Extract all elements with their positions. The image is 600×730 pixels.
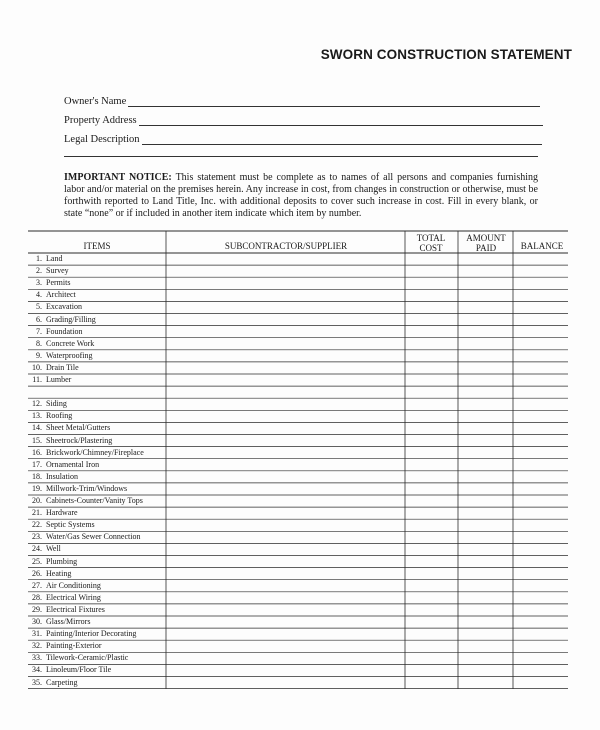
- table-row[interactable]: [28, 398, 67, 410]
- item-number: 24.: [32, 544, 42, 554]
- table-row[interactable]: [28, 265, 69, 277]
- item-label: Roofing: [46, 411, 73, 421]
- table-row[interactable]: [28, 435, 112, 447]
- item-number: 16.: [32, 447, 42, 457]
- table-row[interactable]: [28, 580, 101, 592]
- item-label: Air Conditioning: [46, 580, 101, 590]
- table-row[interactable]: [28, 568, 71, 580]
- table-row[interactable]: [28, 386, 46, 398]
- item-number: 18.: [32, 471, 42, 481]
- item-label: Linoleum/Floor Tile: [46, 665, 112, 675]
- item-label: Drain Tile: [46, 362, 79, 372]
- item-label: Architect: [46, 290, 76, 300]
- item-label: Painting/Interior Decorating: [46, 629, 137, 639]
- item-label: Survey: [46, 266, 69, 276]
- item-label: Electrical Fixtures: [46, 604, 105, 614]
- table-row[interactable]: [28, 447, 144, 459]
- table-row[interactable]: [28, 253, 62, 265]
- item-number: 9.: [36, 350, 42, 360]
- item-label: Sheetrock/Plastering: [46, 435, 113, 445]
- item-label: Water/Gas Sewer Connection: [46, 532, 141, 542]
- item-number: 19.: [32, 483, 42, 493]
- item-number: 35.: [32, 677, 42, 687]
- item-label: Foundation: [46, 326, 83, 336]
- table-row[interactable]: [28, 640, 102, 652]
- table-row[interactable]: [28, 652, 128, 664]
- item-number: 17.: [32, 459, 42, 469]
- table-row[interactable]: [28, 677, 78, 689]
- legal-description-label: Legal Description: [64, 134, 140, 145]
- item-label: Well: [46, 544, 61, 554]
- item-number: 12.: [32, 399, 42, 409]
- item-number: 21.: [32, 508, 42, 518]
- table-row[interactable]: [28, 326, 82, 338]
- table-row[interactable]: [28, 362, 79, 374]
- table-row[interactable]: [28, 628, 136, 640]
- item-number: 8.: [36, 338, 42, 348]
- item-number: 4.: [36, 290, 42, 300]
- item-number: 29.: [32, 604, 42, 614]
- table-row[interactable]: [28, 314, 96, 326]
- item-number: 3.: [36, 278, 42, 288]
- header-balance: BALANCE: [520, 241, 564, 251]
- table-row[interactable]: [28, 483, 127, 495]
- item-number: 23.: [32, 532, 42, 542]
- item-number: 22.: [32, 520, 42, 530]
- item-number: 28.: [32, 592, 42, 602]
- header-subcontractor: SUBCONTRACTOR/SUPPLIER: [224, 241, 348, 251]
- header-total-cost: TOTAL COST: [416, 233, 446, 253]
- item-label: Excavation: [46, 302, 82, 312]
- item-label: Permits: [46, 278, 71, 288]
- table-row[interactable]: [28, 471, 78, 483]
- table-row[interactable]: [28, 592, 101, 604]
- table-row[interactable]: [28, 277, 70, 289]
- table-row[interactable]: [28, 616, 90, 628]
- property-address-label: Property Address: [64, 115, 137, 126]
- table-row[interactable]: [28, 289, 76, 301]
- table-row[interactable]: [28, 422, 110, 434]
- item-number: 30.: [32, 617, 42, 626]
- table-row[interactable]: [28, 531, 140, 543]
- item-number: 10.: [32, 362, 42, 372]
- item-label: Glass/Mirrors: [46, 617, 91, 626]
- table-row[interactable]: [28, 410, 72, 422]
- item-label: Concrete Work: [46, 338, 95, 348]
- item-number: 33.: [32, 653, 42, 663]
- header-amount-paid: AMOUNT PAID: [466, 233, 506, 253]
- item-label: Ornamental Iron: [46, 459, 100, 469]
- item-number: 6.: [36, 314, 42, 324]
- table-row[interactable]: [28, 507, 78, 519]
- owners-name-label: Owner's Name: [64, 96, 127, 107]
- item-number: 14.: [32, 423, 42, 433]
- item-label: Millwork-Trim/Windows: [46, 483, 128, 493]
- item-label: Hardware: [46, 508, 78, 518]
- item-number: 2.: [36, 266, 42, 276]
- item-label: Sheet Metal/Gutters: [46, 423, 111, 433]
- item-label: Cabinets-Counter/Vanity Tops: [46, 496, 143, 505]
- item-number: 7.: [36, 326, 42, 336]
- table-row[interactable]: [28, 495, 143, 507]
- item-label: Siding: [46, 399, 67, 409]
- notice-body: This statement must be complete as to names of all persons and companies furnishing labor and/or material on the premises herein. Any increase in cost, from changes in construction or otherwise, must be forthwith reported to Land Title, Inc. with additional deposits to cover such increase in cost. Fill in every blank, or state “none” or if included in another item indicate which item by number.: [64, 172, 539, 220]
- table-row[interactable]: [28, 301, 82, 313]
- item-label: Tilework-Ceramic/Plastic: [46, 653, 129, 663]
- item-number: 34.: [32, 665, 42, 675]
- item-label: Lumber: [46, 375, 72, 384]
- item-number: 32.: [32, 641, 42, 651]
- item-label: Carpeting: [46, 677, 78, 687]
- item-number: 13.: [32, 411, 42, 421]
- page-title: SWORN CONSTRUCTION STATEMENT: [320, 47, 572, 62]
- table-row[interactable]: [28, 374, 71, 386]
- item-label: Electrical Wiring: [46, 592, 101, 602]
- item-label: Heating: [46, 568, 72, 578]
- item-number: 15.: [32, 435, 42, 445]
- item-number: 20.: [32, 496, 42, 505]
- header-items: ITEMS: [83, 241, 111, 251]
- item-label: Grading/Filling: [46, 314, 96, 324]
- table-row[interactable]: [28, 556, 77, 568]
- item-label: Land: [46, 254, 63, 263]
- notice-heading: IMPORTANT NOTICE:: [64, 172, 172, 183]
- table-row[interactable]: [28, 664, 111, 676]
- item-number: 31.: [32, 629, 42, 639]
- item-number: 5.: [36, 302, 42, 312]
- item-number: 11.: [32, 375, 42, 384]
- item-number: 25.: [32, 556, 42, 566]
- item-number: 1.: [36, 254, 42, 263]
- item-number: 26.: [32, 568, 42, 578]
- item-label: Brickwork/Chimney/Fireplace: [46, 447, 144, 457]
- item-label: Painting-Exterior: [46, 641, 102, 651]
- table-row[interactable]: [28, 604, 105, 616]
- item-label: Septic Systems: [46, 520, 95, 530]
- item-label: Waterproofing: [46, 350, 93, 360]
- table-row[interactable]: [28, 543, 61, 555]
- table-row[interactable]: [28, 338, 94, 350]
- table-row[interactable]: [28, 350, 92, 362]
- item-label: Plumbing: [46, 556, 78, 566]
- table-row[interactable]: [28, 459, 99, 471]
- item-number: 27.: [32, 580, 42, 590]
- item-label: Insulation: [46, 471, 78, 481]
- table-row[interactable]: [28, 519, 95, 531]
